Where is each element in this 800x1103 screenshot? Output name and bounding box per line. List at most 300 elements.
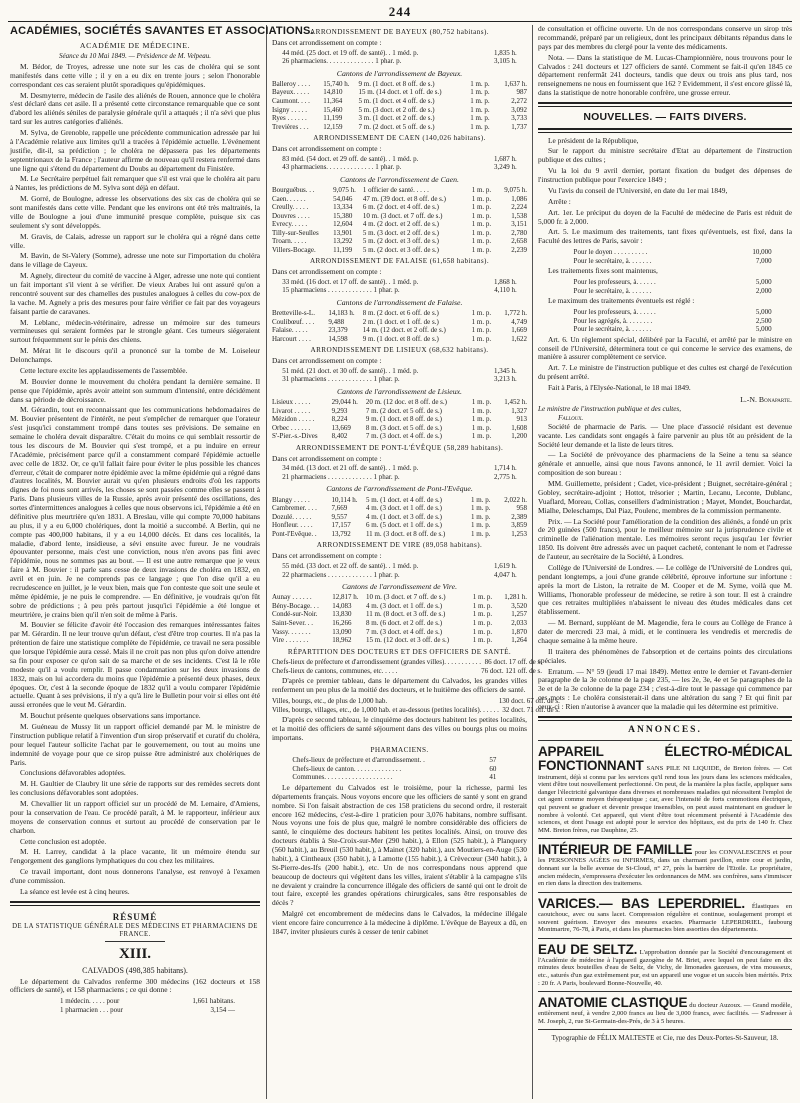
canton-row: [272, 602, 527, 611]
table-cell: 1 m. p.: [472, 636, 493, 645]
table-cell: 5 m. (1 doct. et 4 off. de s.): [365, 495, 443, 504]
table-row: [574, 287, 772, 296]
table-cell: 1,687 h.: [494, 154, 517, 163]
table-cell: 12,817 h.: [332, 593, 359, 602]
table-cell: 7 m. (2 doct. et 5 off. de s.): [365, 406, 442, 415]
salary-table: [574, 278, 772, 295]
table-cell: 1 m. p.: [471, 211, 492, 220]
nota-paragraph: Nota. — Dans la statistique de M. Lucas-Championnière, nous trouvons pour le Calvados : 241 docteurs et 127 officiers de santé. Comment se fait-il qu'en 1845 ce département renfermât 241 docteurs, tandis que deux ou trois ans plus tard, nos renseignemens ne nous en fournissent que 162 ? Evidemment, il s'est encore glissé là, dans la statistique de notre honorable confrère, une grosse erreur.: [538, 52, 792, 98]
paragraph: Ce travail important, dont nous donnerons l'analyse, est renvoyé à l'examen d'une commission.: [10, 867, 260, 886]
table-cell: 7 m. (3 doct. et 4 off. de s.): [365, 627, 443, 636]
canton-row: [272, 415, 527, 424]
news-item: Société de pharmacie de Paris. — Une place d'associé résidant est devenue vacante. Les candidats sont engagés à faire parvenir au plus tôt au président de la Société leur demande et la liste de leurs titres.: [538, 421, 792, 449]
table-cell: Aunay . . . . . .: [272, 593, 312, 602]
repartition-heading: RÉPARTITION DES DOCTEURS ET DES OFFICIERS DE SANTÉ.: [287, 647, 512, 656]
news-title: NOUVELLES. — FAITS DIVERS.: [583, 111, 747, 123]
table-cell: 5,000: [755, 278, 772, 287]
table-cell: 2 m. (1 doct. et 1 off. de s.): [362, 317, 439, 326]
decree-continued: [538, 336, 792, 393]
table-row: [272, 658, 542, 667]
table-cell: 5 m. (3 doct. et 2 off. de s.): [358, 105, 435, 114]
summary-row: [282, 562, 517, 571]
table-cell: 9 m. (1 doct. et 8 off. de s.): [365, 415, 442, 424]
canton-row: [272, 186, 527, 195]
signature: L.-N. Bonaparte.: [740, 394, 792, 404]
canton-row: [272, 80, 527, 89]
canton-row: [272, 220, 527, 229]
paragraph: M. Guéneau de Mussy lit un rapport officiel demandé par M. le ministre de l'instruction publique relatif à l'invention d'un sirop préservatif et curatif du choléra, pour lequel l'auteur sollicite l'achat par le gouvernement, ou tout au moins une indemnité de voyage pour que ce sirop puisse être administré aux cholériques de Paris.: [10, 722, 260, 767]
table-cell: 1,452 h.: [504, 398, 527, 407]
table-cell: 1,868 h.: [494, 277, 517, 286]
paragraph: M. Bouchut présente quelques observations sans importance.: [20, 711, 201, 721]
ad-title: INTÉRIEUR DE FAMILLE: [538, 842, 693, 858]
table-cell: 1,257: [511, 610, 527, 619]
table-cell: 12,604: [333, 220, 353, 229]
table-cell: Blangy . . . . .: [272, 495, 310, 504]
table-cell: 21 pharmaciens . . . . . . . . . . . . . 1 phar. p.: [282, 472, 400, 481]
table-cell: 14,083: [332, 601, 352, 610]
paragraph: M. Gérardin, tout en reconnaissant que les communications hebdomadaires de M. Bouvier présentent de l'intérêt, ne peut s'empêcher de remarquer que l'orateur s'est jusqu'ici constamment trompé dans toutes ses prévisions. De semaine en semaine le choléra devait disparaître. C'était du moins ce qui semblait ressortir de tous les discours de M. Bouvier qui s'est trompé, et a pu induire en erreur l'Académie, précisément parce qu'il a constamment comparé l'épidémie actuelle avec celle de 1832. Or, ce qu'il fallait faire pour éviter le plus possible les chances d'erreur, c'était de comparer notre épidémie avec la même épidémie qui a régné dans d'autres localités, M. Bouvier aurait vu qu'en plusieurs endroits d'où les rapports dignes de foi nous sont arrivés, les choses se sont passées comme elles se passent à Paris. Dans plusieurs villes de la Russie, après avoir présenté des oscillations, des sortes d'intermittences analogues à celles que nous observons ici, l'épidémie a été en définitive plus meurtrière qu'en 1831. A Breslau, ville qui compte 70,000 habitans au plus, il y a eu 6,000 cholériques, dont la moitié a succombé. A Berlin, qui ne compte pas 400,000 habitans, il y a eu 14,000 décès. Et dans ces localités, la maladie, d'abord lente, insidieuse, a sévi ensuite avec fureur. Je ne voudrais épouvanter personne, mais c'est une conviction, nous n'en avons pas fini avec l'épidémie, nous ne sommes pas au bout. — Il est une autre remarque que je veux faire à M. Bouvier : il parle sans cesse de deux invasions de choléra en 1832, en avril et en juin. Je ne comprends pas ce langage ; que l'on dise qu'il a eu recrudescence en juillet, je le veux bien, mais que l'on conteste que soit une seule et même épidémie, je ne puis le comprendre. — En définitive, je voudrais qu'on fût sobre de prédictions ; à peu près partout jusqu'ici l'épidémie a été longue et meurtrière, je crains bien qu'il n'en soit de même à Paris.: [10, 405, 260, 619]
table-cell: Pour le secrétaire, à. . . . . . .: [573, 286, 652, 295]
summary-row: [282, 163, 517, 172]
paragraph: de consultation et officine ouverte. Un de nos correspondans conserve un sirop très recommandé, préparé par un religieux, dont les principaux débitants répandus dans le pays par des membres du clergé pour la vente des médicaments.: [538, 24, 792, 51]
ad-text: SANS PILE NI LIQUIDE, de Breton frères. — Cet instrument, déjà si connu par les services qu'il rend tous les jours dans les sciences médicales, vient d'être tout nouvellement perfectionné. On peut, de la manière la plus facile, appliquer sans danger l'électricité galvanique dans diverses et nombreuses maladies qui nécessitent l'emploi de cet agent comme moyen thérapeutique ; car, avec l'intensité de forts commotions électriques, qui peuvent se graduer et devenir presque insensibles, on peut aussi maintenant en graduer le nombre à volonté. Cet appareil, qui vient d'être tout récemment présenté à l'Académie des sciences, et dont l'usage est adopté pour le service des hôpitaux, est du prix de 140 fr. Chez MM. Breton frères, rue Dauphine, 25.: [538, 765, 792, 834]
paragraph: M. H. Larrey, candidat à la place vacante, lit un mémoire étendu sur l'engorgement des ganglions lymphatiques du cou chez les militaires.: [10, 847, 260, 866]
table-cell: 1 m. p.: [472, 593, 493, 602]
table-cell: 1 m. p.: [471, 237, 492, 246]
table-cell: 26 pharmaciens. . . . . . . . . . . . . . 1 phar. p.: [282, 57, 402, 66]
table-cell: 1 m. p.: [471, 220, 492, 229]
decree-line: Sur le rapport du ministre secrétaire d'Etat au département de l'instruction publique et des cultes ;: [538, 146, 792, 165]
table-cell: 1 officier de santé. . . . .: [362, 186, 429, 195]
news-item: — M. Bernard, suppléant de M. Magendie, fera le cours au Collège de France à dater de mercredi 23 mai, à midi, et le continuera les vendredis et mercredis de chaque semaine à la même heure.: [538, 618, 792, 645]
annonces-title: ANNONCES.: [628, 724, 702, 735]
table-cell: 1,253: [511, 529, 527, 538]
table-cell: 3,733: [511, 114, 527, 123]
summary-row: [282, 49, 517, 58]
table-cell: Cambremer. . . .: [272, 504, 317, 513]
advertisement: [538, 745, 792, 834]
news-item: Collège de l'Université de Londres. — Le collège de l'Université de Londres qui, pendant longtemps, a joui d'une grande célébrité, éprouve infortune sur infortune : après la mort de Liston, la retraite de M. Cooper et de M. Syme, voilà que M. Williams, l'honorable professeur de médecine, se retire à son tour. Il est à craindre que ces retraites multipliées n'abaissent le niveau des études médicales dans cet établissement.: [538, 562, 792, 617]
table-cell: 76 doct. 121 off. de s.: [481, 666, 542, 675]
canton-row: [272, 504, 527, 513]
news-item: Il traitera des phénomènes de l'absorption et de certains points des circulations spéciales.: [538, 646, 792, 665]
table-cell: 51 méd. (21 doct. et 30 off. de santé). . 1 méd. p.: [282, 366, 419, 375]
divider: [538, 740, 792, 741]
table-cell: 9,075 h.: [333, 186, 356, 195]
table-cell: 3,249 h.: [494, 163, 517, 172]
decree-line: Vu l'avis du conseil de l'Université, en date du 1er mai 1849,: [548, 185, 728, 195]
table-cell: 57: [489, 756, 497, 765]
table-cell: 1 m. p.: [472, 627, 493, 636]
canton-row: [272, 610, 527, 619]
summary-table: [282, 278, 517, 295]
table-cell: 1 m. p.: [471, 326, 492, 335]
villes-table: [272, 697, 560, 714]
advertisement: [538, 843, 792, 887]
summary-row: [282, 464, 517, 473]
canton-row: [272, 318, 527, 327]
table-cell: 47 m. (39 doct. et 8 off. de s.): [362, 194, 446, 203]
table-cell: 1 m. p.: [470, 105, 490, 114]
table-cell: Falaise. . . . .: [272, 326, 308, 335]
table-cell: 11 m. (8 doct. et 3 off. de s.): [365, 610, 446, 619]
table-cell: 2,272: [511, 96, 527, 105]
canton-row: [272, 530, 527, 539]
table-cell: 1 m. p.: [471, 398, 492, 407]
table-cell: Vire . . . . . . .: [272, 636, 309, 645]
table-cell: 9,488: [328, 317, 345, 326]
repartition-table: [272, 658, 542, 675]
paragraph: M. Leblanc, médecin-vétérinaire, adresse un mémoire sur des tumeurs vermineuses qui seraient formées par le strongle géant. Ces tumeurs siégeraient surtout fréquemment sur le pénis des chiens.: [10, 317, 260, 345]
summary-row: [282, 155, 517, 164]
table-cell: Orbec . . . . . .: [272, 423, 311, 432]
summary-table: [282, 49, 517, 66]
canton-row: [272, 246, 527, 255]
table-cell: 83 méd. (54 doct. et 29 off. de santé). . 1 méd. p.: [282, 154, 419, 163]
table-cell: Evrecy. . . . .: [272, 220, 308, 229]
decree-line: Art. 5. Le maximum des traitements, tant fixes qu'éventuels, est fixé, dans la Faculté des lettres de Paris, savoir :: [538, 227, 792, 246]
table-cell: Livarot . . . . .: [272, 406, 311, 415]
canton-row: [272, 398, 527, 407]
table-cell: 1,619 h.: [494, 562, 517, 570]
table-row: [574, 308, 772, 317]
table-cell: 2,000: [755, 286, 772, 295]
table-cell: Tilly-sur-Seulles: [272, 228, 319, 237]
table-cell: 41: [489, 773, 497, 782]
divider: [538, 128, 792, 133]
decree-line: Vu la loi du 9 avril dernier, portant fixation du budget des dépenses de l'instruction publique pour l'exercice 1849 ;: [538, 166, 792, 185]
table-cell: 15,460: [323, 105, 343, 114]
canton-row: [272, 496, 527, 505]
ad-text: du docteur Auzoux. — Grand modèle, entièrement neuf, à vendre 2,000 francs au lieu de 3,000 francs, avec facilités. — S'adresser à M. Joseph, 2, rue St-Germain-des-Prés, de 3 à 5 heures.: [538, 1002, 792, 1025]
news-item: — La Société de prévoyance des pharmaciens de la Seine a tenu sa séance générale et annuelle, ainsi que nous l'avons annoncé, le 11 avril dernier. Voici la composition de son bureau :: [538, 450, 792, 478]
table-cell: 23,379: [328, 326, 348, 335]
table-cell: 1 m. p.: [470, 96, 490, 105]
table-cell: 12,159: [323, 122, 343, 131]
table-cell: Creully. . . . .: [272, 203, 309, 212]
table-cell: 1 m. p.: [471, 415, 492, 424]
statistics-blocks: [272, 28, 527, 645]
ratio-label: 1 médecin. . . . . pour: [60, 997, 120, 1006]
ratio-table: [60, 997, 235, 1014]
table-cell: 13,830: [332, 610, 352, 619]
arrondissement-intro: Dans cet arrondissement on compte :: [272, 143, 382, 153]
table-cell: 8 m. (3 doct. et 5 off. de s.): [365, 423, 442, 432]
table-cell: 15,740 h.: [323, 79, 350, 88]
table-cell: 958: [516, 504, 527, 513]
table-cell: 7,669: [331, 504, 348, 513]
table-cell: Pour les agrégés, à. . . . . . . .: [573, 316, 653, 325]
table-row: [60, 1006, 235, 1015]
table-cell: 1 m. p.: [471, 334, 492, 343]
canton-row: [272, 106, 527, 115]
table-cell: 10,000: [752, 248, 772, 257]
minister-line: Le ministre de l'instruction publique et des cultes,: [538, 405, 682, 414]
table-cell: 55 méd. (33 doct. et 22 off. de santé). . 1 méd. p.: [282, 562, 419, 570]
table-cell: 1 m. p.: [470, 114, 490, 123]
table-cell: 2,224: [511, 203, 527, 212]
canton-row: [272, 424, 527, 433]
table-cell: 11,199: [323, 114, 343, 123]
table-cell: 1 m. p.: [472, 619, 493, 627]
table-cell: 6 m. (2 doct. et 4 off. de s.): [362, 203, 439, 212]
table-row: [574, 317, 772, 326]
table-row: [272, 706, 560, 715]
table-cell: Bourguébus. . .: [272, 186, 315, 195]
news-item: Prix. — La Société pour l'amélioration de la condition des aliénés, a fondé un prix de 20 guinées (500 francs), pour le meilleur mémoire sur la jurisprudence civile et criminelle de l'aliénation mentale. Les mémoires seront reçus jusqu'au 1er février 1850. Ils doivent être adressés avec un paquet cacheté, contenant le nom et l'adresse de l'auteur, au secrétaire de la Société, à Londres.: [538, 516, 792, 562]
table-cell: Lisieux . . . . .: [272, 398, 311, 407]
table-cell: Pour le secrétaire, à. . . . . . .: [573, 256, 652, 265]
table-cell: 1 m. p.: [471, 504, 491, 513]
table-cell: 34 méd. (13 doct. et 21 off. de santé). . 1 méd. p.: [282, 464, 419, 473]
ratio-value: 3,154 —: [210, 1005, 235, 1014]
paragraph: M. Sylva, de Grenoble, rappelle une précédente communication adressée par lui à l'Académie relative aux limites qu'il a tracées à l'épidémie actuelle. L'événement justifie, dit-il, sa prédiction ; le choléra ne dépassera pas les départements septentrionaux de la France ; l'auteur affirme de nouveau qu'il restera renfermé dans une ligne qui s'étend du département du Doubs au département du Finistère.: [10, 128, 260, 173]
column-divider: [532, 25, 533, 1099]
table-cell: Chefs-lieux de préfecture et d'arrondissement (grandes villes). . . . . . . . . . .: [272, 658, 482, 667]
table-cell: 8,224: [331, 415, 348, 424]
table-cell: 8 m. (6 doct. et 2 off. de s.): [365, 619, 443, 627]
news-item: Erratum. — N° 59 (jeudi 17 mai 1849). Mettez entre le dernier et l'avant-dernier paragraphe de la 3e colonne de la page 235, — les 2e, 3e, 4e et 5e paragraphes de la 3e et de la 3e colonne de la page 234 ; c'est-à-dire tout le passage qui commence par ces mots : Le choléra consisterait-il dans une altération du sang ? Et qui finit par ceux-ci : Rien n'autorise à avancer que la maladie qui les détermine est primitive.: [538, 666, 792, 712]
table-cell: 1 m. p.: [471, 203, 492, 212]
table-row: [60, 997, 235, 1006]
ad-title: APPAREIL ÉLECTRO-MÉDICAL FONCTIONNANT: [538, 744, 792, 774]
table-row: [574, 325, 772, 334]
table-cell: 3,092: [511, 105, 527, 114]
table-cell: 32 doct. 71 off. de s.: [502, 705, 560, 714]
table-cell: 1,264: [511, 636, 527, 645]
table-cell: 1 m. p.: [471, 309, 492, 318]
table-cell: Honfleur. . . . .: [272, 521, 313, 530]
table-cell: 987: [516, 88, 527, 97]
page-number: 244: [388, 4, 412, 19]
table-cell: 22 pharmaciens . . . . . . . . . . . . . 1 phar. p.: [282, 570, 400, 579]
summary-row: [282, 571, 517, 580]
table-cell: 130 doct. 67 off. de s.: [498, 697, 560, 706]
table-cell: 1 m. p.: [471, 317, 492, 326]
ad-title: EAU DE SELTZ.: [538, 941, 638, 957]
divider: [538, 838, 792, 839]
table-cell: Bayeux. . . . .: [272, 88, 310, 97]
table-cell: 1,637 h.: [504, 79, 527, 88]
table-cell: 1 m. p.: [472, 610, 493, 619]
table-cell: Isigny . . . . .: [272, 105, 307, 114]
decree-line: Le président de la République,: [548, 135, 639, 145]
canton-row: [272, 97, 527, 106]
table-cell: 60: [489, 764, 497, 773]
paragraph: M. Gorré, de Boulogne, adresse les observations des six cas de choléra qui se sont manifestés dans cette ville. Pendant que les environs ont été très maltraités, la ville de Boulogne a joui d'une immunité presque complète, puisque six cas seulement s'y sont développés.: [10, 194, 260, 230]
table-cell: 20 m. (12 doc. et 8 off. de s.): [365, 398, 447, 407]
paragraph: M. H. Gaultier de Claubry lit une série de rapports sur des remèdes secrets dont les conclusions défavorables sont adoptées.: [10, 779, 260, 798]
header-rule: [8, 21, 792, 22]
cantons-title: Cantons de l'arrondissement de Falaise.: [336, 297, 463, 307]
table-cell: 1,281 h.: [504, 593, 527, 602]
table-cell: Pour le doyen . . . . . . . . . .: [573, 248, 648, 257]
summary-table: [282, 367, 517, 384]
arrondissement-heading: ARRONDISSEMENT DE CAEN (140,026 habitans).: [313, 134, 486, 143]
table-row: [574, 248, 772, 257]
decree-line: Art. 7. Le ministre de l'instruction publique et des cultes est chargé de l'exécution du présent arrêté.: [538, 363, 792, 382]
decree-line: Art. 1er. Le préciput du doyen de la Faculté de médecine de Paris est réduit de 5,000 fr. à 2,000.: [538, 207, 792, 226]
paragraph: M. Agnely, directeur du comité de vaccine à Alger, adresse une note qui contient un fait important s'il vient à se vérifier. De vieux Arabes lui ont assuré qu'on a rencontré souvent sur des chamelles des pustules analogues à celles du cow-pox de la vache. M. Agnely a pris des mesures pour faire vérifier ce fait par des voyageurs faisant partie de caravanes.: [10, 271, 260, 316]
table-cell: 7 m. (2 doct. et 5 off. de s.): [358, 122, 435, 131]
advertisement: [538, 996, 792, 1025]
table-cell: 1,714 h.: [494, 464, 517, 473]
resume-subtitle: DE LA STATISTIQUE GÉNÉRALE DES MÉDECINS ET PHARMACIENS DE FRANCE.: [12, 922, 258, 938]
arrondissement-heading: ARRONDISSEMENT DE FALAISE (61,658 habitans).: [309, 257, 490, 266]
paragraph: Les traitements fixes sont maintenus,: [548, 266, 658, 276]
table-row: [574, 278, 772, 287]
paragraph: Malgré cet encombrement de médecins dans le Calvados, la médecine illégale vient encore faire concurrence à la médecine à diplôme. L'évêque de Bayeux a dû, en 1847, inviter plusieurs curés à cesser de tenir cabinet: [272, 909, 527, 936]
paragraph: M. Chevallier lit un rapport officiel sur un procédé de M. Lemaire, d'Amiens, pour la conservation de l'eau. Ce procédé paraît, à M. le rapporteur, inférieur aux moyens de conservation connus et surtout au procédé de conservation par le charbon.: [10, 799, 260, 835]
table-cell: 3,151: [511, 220, 527, 229]
table-cell: 10 m. (3 doct. et 7 off. de s.): [362, 211, 443, 220]
table-row: [574, 257, 772, 266]
paragraph: Cette conclusion est adoptée.: [20, 836, 107, 846]
table-cell: 1,669: [511, 326, 527, 335]
table-cell: 5 m. (1 doct. et 4 off. de s.): [358, 96, 435, 105]
table-cell: 9 m. (1 doct. et 8 off. de s.): [358, 79, 435, 88]
department-heading: CALVADOS (498,385 habitans).: [82, 965, 188, 975]
news-item: MM. Guillemette, président ; Cadet, vice-président ; Buignet, secrétaire-général ; Gobley, secrétaire-adjoint ; Hottot, trésorier ; Martin, Lecanu, Leconte, Dublanc, Vuaflard, Moreau, Collas, conseillers d'administration ; Mayet, Mondet, Bouchardat, Mialhe, Deleschamps, Dal Piaz, Poulenc, membres de la commission permanente.: [538, 479, 792, 515]
ad-title: ANATOMIE CLASTIQUE: [538, 995, 688, 1011]
table-cell: 31 pharmaciens . . . . . . . . . . . . . 1 phar. p.: [282, 375, 400, 384]
table-cell: 1,772 h.: [504, 309, 527, 318]
table-cell: 7,000: [755, 256, 772, 265]
table-cell: Balleroy . . . .: [272, 79, 311, 88]
imprint: Typographie de FÉLIX MALTESTE et Cie, rue des Deux-Portes-St-Sauveur, 18.: [551, 1034, 779, 1043]
table-cell: Caumont. . . .: [272, 96, 310, 105]
table-cell: Dozulé. . . . . .: [272, 512, 312, 521]
ratio-label: 1 pharmacien . . . pour: [60, 1005, 123, 1014]
table-cell: 3,520: [511, 601, 527, 610]
table-cell: 11 m. (3 doct. et 8 off. de s.): [365, 529, 446, 538]
table-cell: 1 m. p.: [471, 406, 492, 415]
paragraph: M. Bédor, de Troyes, adresse une note sur les cas de choléra qui se sont manifestés dans cette ville ; il y en a eu dix en trente jours ; selon l'honorable correspondant ces cas seraient plutôt sporadiques qu'épidémiques.: [10, 61, 260, 89]
table-cell: Pour les professeurs, à. . . . . .: [573, 308, 656, 317]
table-cell: 1 m. p.: [471, 521, 491, 530]
canton-row: [272, 229, 527, 238]
cantons-title: Cantons de l'arrondissement de Vire.: [341, 582, 458, 592]
canton-row: [272, 123, 527, 132]
divider: [538, 1029, 792, 1030]
summary-row: [282, 473, 517, 482]
table-cell: Pont-l'Evêque. .: [272, 529, 317, 538]
cantons-title: Cantons de l'arrondissement de Pont-l'Evêque.: [326, 484, 473, 494]
table-cell: 4 m. (2 doct. et 2 off. de s.): [362, 220, 439, 229]
table-cell: 2,389: [511, 512, 527, 521]
canton-row: [272, 593, 527, 602]
summary-table: [282, 562, 517, 579]
decree-line: Fait à Paris, à l'Elysée-National, le 18 mai 1849.: [548, 383, 691, 393]
paragraph: M. Mérat lit le discours qu'il a prononcé sur la tombe de M. Loiseleur Delonchamps.: [10, 346, 260, 365]
cantons-table: [272, 496, 527, 539]
canton-row: [272, 513, 527, 522]
table-cell: 15 m. (14 doct. et 1 off. de s.): [358, 88, 442, 97]
table-cell: 1,737: [511, 122, 527, 131]
table-cell: 1 m. p.: [471, 432, 492, 441]
table-cell: 13,901: [333, 228, 353, 237]
arrondissement-intro: Dans cet arrondissement on compte :: [272, 355, 382, 365]
arrondissement-intro: Dans cet arrondissement on compte :: [272, 551, 382, 561]
divider: [10, 901, 260, 906]
table-cell: 1,538: [511, 211, 527, 220]
canton-row: [272, 309, 527, 318]
divider: [538, 716, 792, 721]
decree-line: Arrête :: [548, 196, 571, 206]
table-cell: 33 méd. (16 doct. et 17 off. de santé). . 1 méd. p.: [282, 277, 419, 286]
divider: [538, 991, 792, 992]
table-cell: 1,622: [511, 334, 527, 343]
canton-row: [272, 88, 527, 97]
paragraph: Conclusions défavorables adoptées.: [20, 768, 126, 778]
table-cell: 1 m. p.: [470, 88, 490, 97]
divider: [538, 892, 792, 893]
paragraph: D'après ce premier tableau, dans le département du Calvados, les grandes villes renferment un peu plus de la moitié des docteurs, et le huitième des officiers de santé.: [272, 676, 527, 695]
table-cell: Harcourt . . . .: [272, 334, 311, 343]
table-cell: 44 méd. (25 doct. et 19 off. de santé). . 1 méd. p.: [282, 48, 419, 57]
table-cell: 1 m. p.: [471, 186, 492, 195]
paragraph: M. Gravis, de Calais, adresse un rapport sur le choléra qui a régné dans cette ville.: [10, 231, 260, 250]
salary-table: [574, 248, 772, 265]
table-cell: 9,293: [331, 406, 348, 415]
paragraph: M. Desmyterre, médecin de l'asile des aliénés de Rouen, annonce que le choléra s'est déclaré dans cet asile. Il a présenté cette circonstance remarquable que ce sont d'abord les aliénés séniles de paralysie générale qu'il a attaqués ; il n'a sévi que plus tard sur les autres catégories d'aliénés.: [10, 90, 260, 127]
table-cell: 9 m. (1 doct. et 8 off. de s.): [362, 334, 439, 343]
academy-title: ACADÉMIE DE MÉDECINE.: [79, 41, 191, 51]
article-body: [10, 63, 260, 897]
column-divider: [266, 25, 267, 1099]
table-cell: 18,962: [332, 636, 352, 645]
canton-row: [272, 628, 527, 637]
cantons-table: [272, 186, 527, 254]
arrondissement-heading: ARRONDISSEMENT DE PONT-L'ÉVÊQUE (58,289 habitans).: [295, 443, 504, 452]
table-row: [292, 756, 496, 765]
arrondissement-heading: ARRONDISSEMENT DE BAYEUX (80,752 habitans).: [310, 28, 489, 36]
table-cell: 1 m. p.: [471, 495, 491, 504]
table-cell: 2,022 h.: [504, 495, 527, 504]
ad-text: Élastiques en caoutchouc, avec ou sans lacet. Compression régulière et continue, soulagement prompt et souvent guérison. Envoyer des mesures exactes. Pharmacie LEPERDRIEL, faubourg Montmartre, 76-78, à Paris, et dans les pharmacies bien assorties des départements.: [538, 902, 792, 934]
table-cell: 13,292: [333, 237, 353, 246]
table-cell: 4 m. (1 doct. et 3 off. de s.): [365, 512, 443, 521]
table-cell: 1 m. p.: [470, 79, 490, 88]
table-cell: Vassy. . . . . . .: [272, 627, 311, 636]
table-cell: 16,266: [332, 619, 352, 627]
table-cell: 4 m. (3 doct. et 1 off. de s.): [365, 504, 443, 513]
table-cell: 4 m. (3 doct. et 1 off. de s.): [365, 601, 443, 610]
divider: [105, 941, 165, 942]
table-cell: 2,780: [511, 228, 527, 237]
pharmacists-heading: PHARMACIENS.: [370, 745, 429, 754]
table-cell: Chefs-lieux de cantons, communes, etc. . . . .: [272, 666, 398, 675]
table-cell: 13,334: [333, 203, 353, 212]
table-cell: 14,598: [328, 334, 348, 343]
canton-row: [272, 237, 527, 246]
advertisements: [538, 745, 792, 1025]
table-cell: 9,075 h.: [504, 186, 527, 195]
table-cell: 5,000: [755, 308, 772, 317]
table-cell: 1 m. p.: [471, 228, 492, 237]
summary-row: [282, 375, 517, 384]
divider: [538, 102, 792, 107]
advertisement: [538, 897, 792, 934]
table-row: [272, 667, 542, 676]
table-cell: Chefs-lieux de préfecture et d'arrondissement. .: [292, 756, 425, 765]
canton-row: [272, 114, 527, 123]
canton-row: [272, 326, 527, 335]
paragraph: D'après ce second tableau, le cinquième des docteurs habitent les petites localités, et la moitié des officiers de santé séjournent dans des villes ou bourgs plus ou moins importans.: [272, 715, 527, 742]
paragraph: M. Bouvier donne le mouvement du choléra pendant la dernière semaine. Il pense que l'épidémie, après avoir atteint son summum d'intensité, entre décidément dans sa période de décroissance.: [10, 376, 260, 404]
table-cell: 5 m. (3 doct. et 2 off. de s.): [362, 228, 439, 237]
